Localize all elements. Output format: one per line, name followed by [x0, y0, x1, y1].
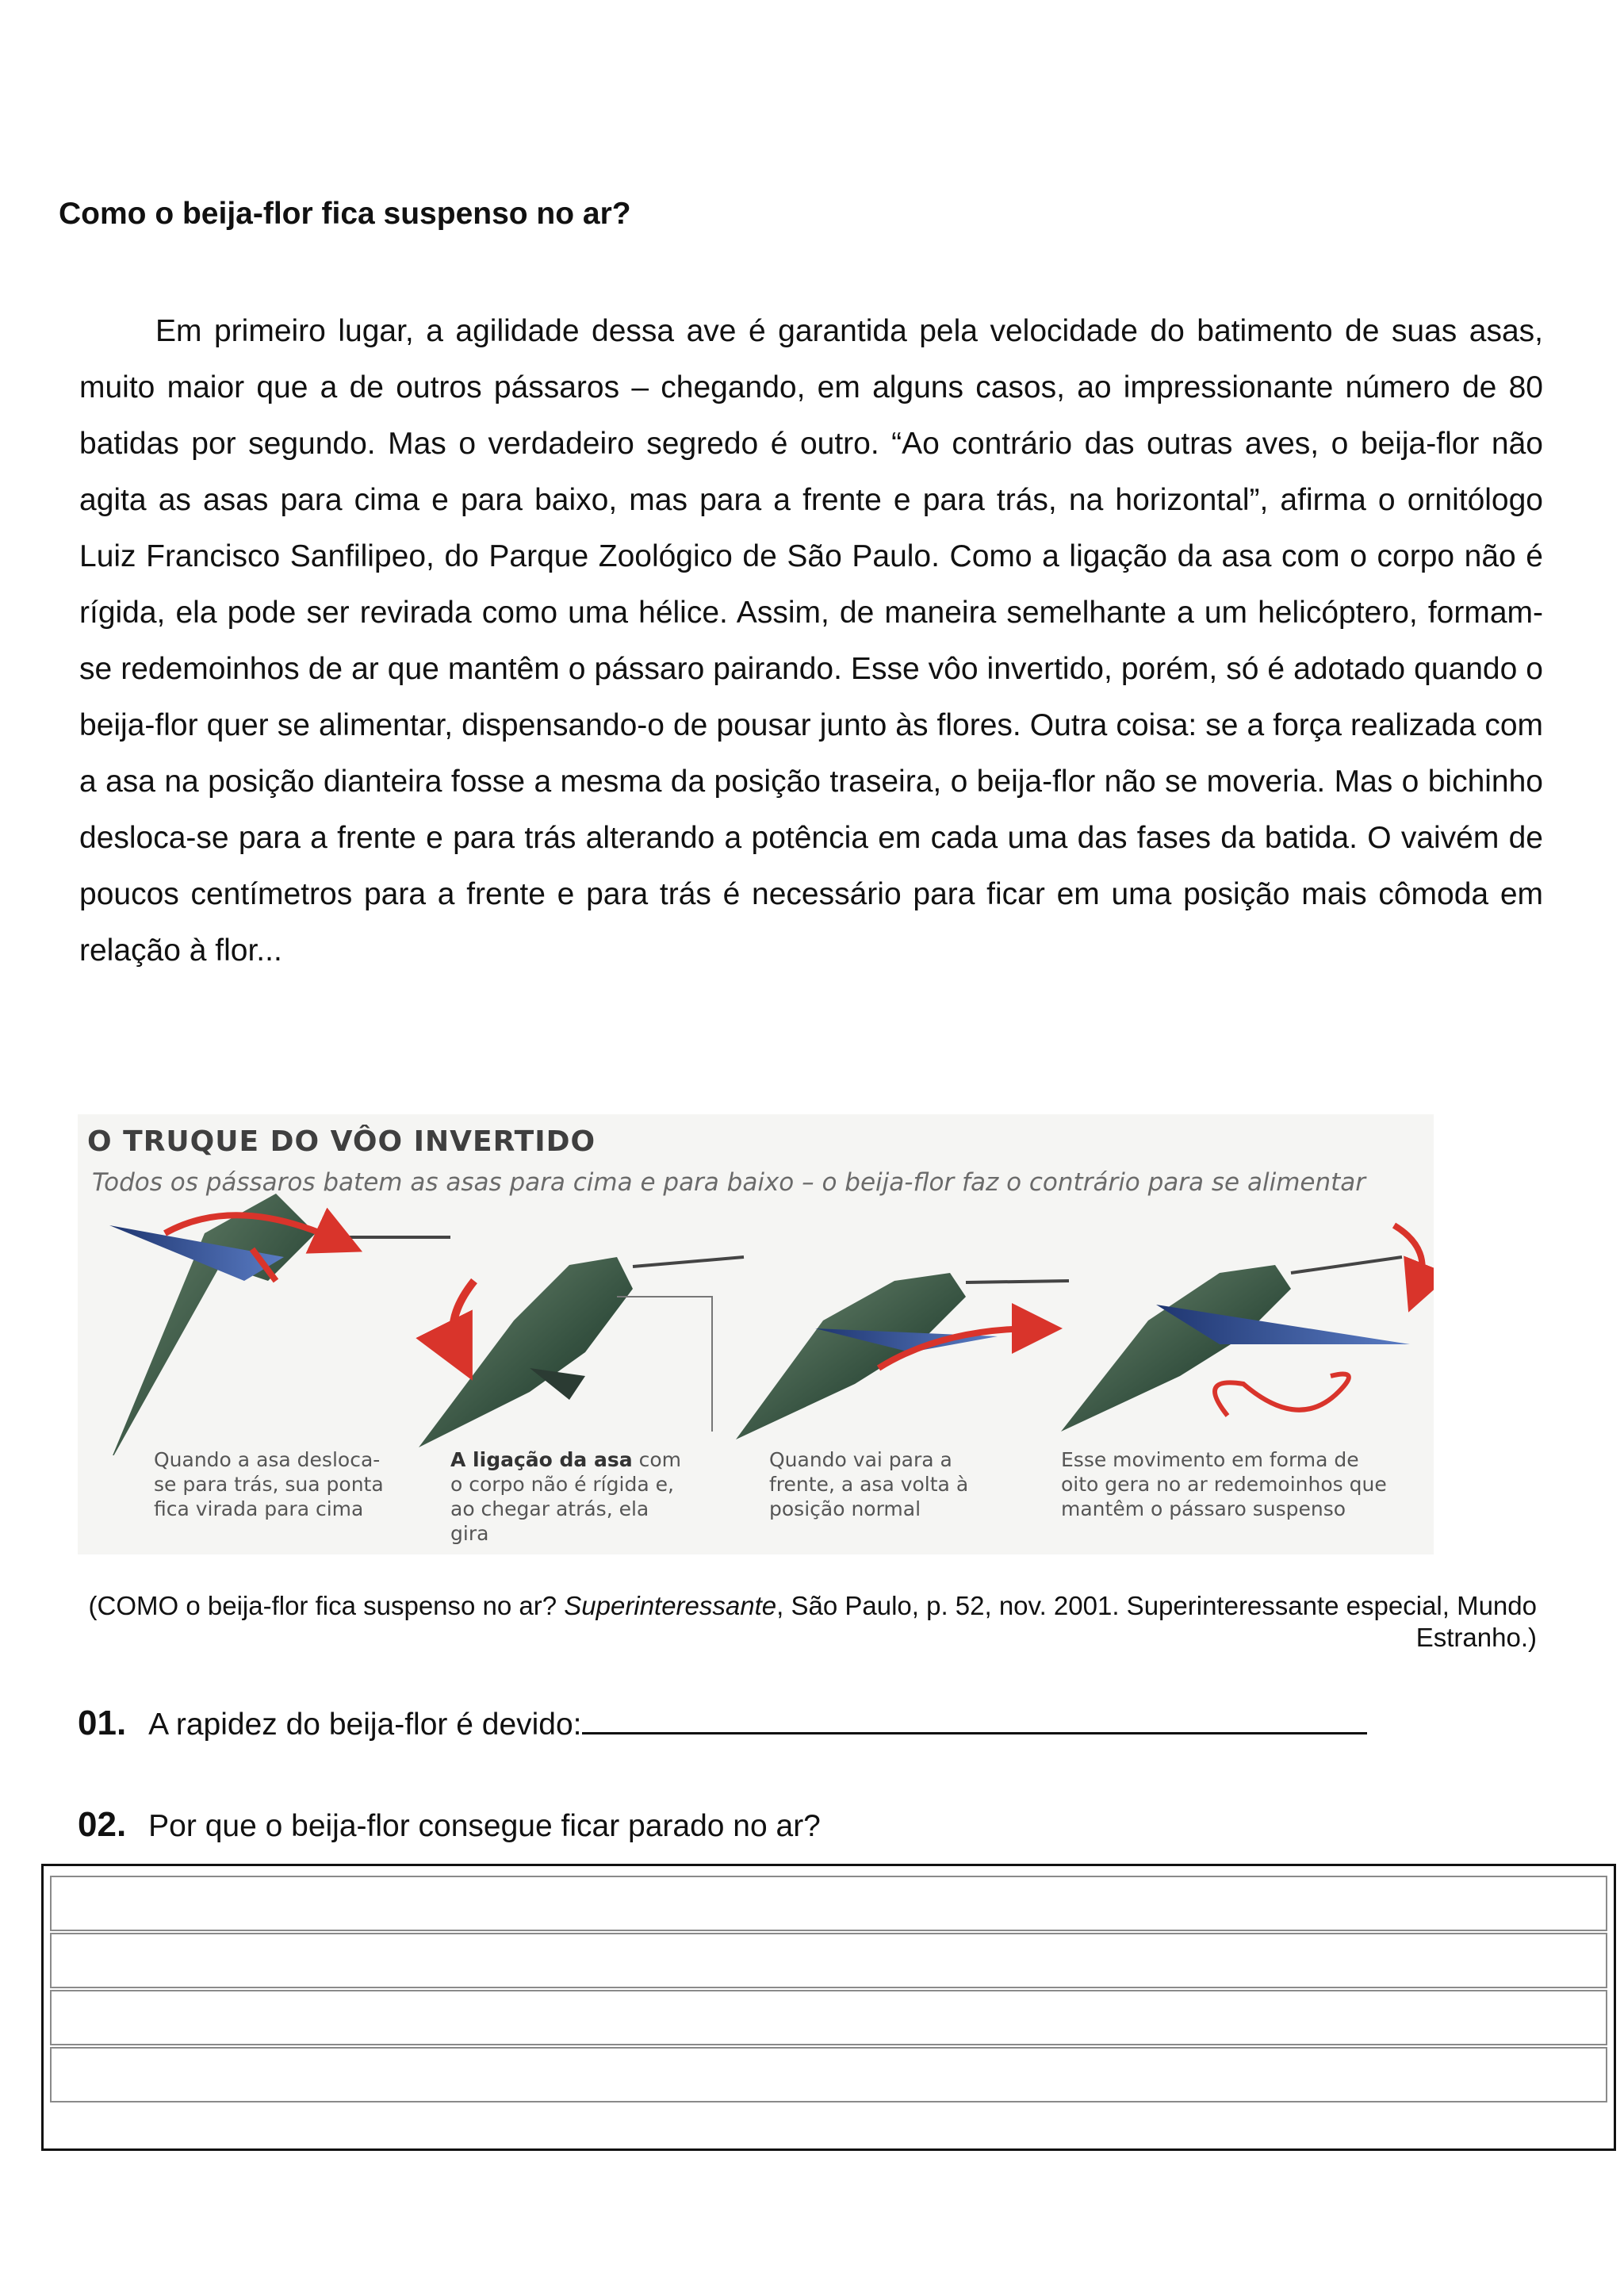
hummingbird-sequence-illustration	[78, 1194, 1434, 1455]
source-citation	[30, 1590, 1537, 1654]
question-1-number: 01.	[78, 1704, 127, 1742]
answer-line-4[interactable]	[50, 2047, 1607, 2102]
figure-title: O TRUQUE DO VÔO INVERTIDO	[87, 1125, 596, 1158]
figure-caption-2-text: com o corpo não é rígida e, ao chegar atrás, ela gira	[450, 1448, 681, 1545]
figure-caption-3: Quando vai para a frente, a asa volta à posição normal	[769, 1448, 969, 1520]
figure-caption-2-bold: A ligação da asa	[450, 1448, 633, 1471]
hummingbird-3-illustration	[736, 1273, 1069, 1439]
answer-line-1[interactable]	[50, 1876, 1607, 1931]
figure-caption-1: Quando a asa desloca-se para trás, sua ponta fica virada para cima	[154, 1448, 384, 1520]
hummingbird-1-illustration	[109, 1194, 450, 1455]
question-1	[78, 1704, 1367, 1743]
illustration-figure	[78, 1114, 1434, 1554]
citation-magazine: Superinteressante	[564, 1591, 777, 1620]
figure-caption-4: Esse movimento em forma de oito gera no ar redemoinhos que mantêm o pássaro suspenso	[1061, 1448, 1387, 1520]
page-title: Como o beija-flor fica suspenso no ar?	[59, 197, 631, 231]
answer-line-2[interactable]	[50, 1933, 1607, 1988]
question-2-answer-box	[41, 1864, 1616, 2151]
question-2	[78, 1805, 821, 1845]
question-1-text: A rapidez do beija-flor é devido:	[148, 1708, 582, 1742]
question-1-answer-line[interactable]	[582, 1704, 1367, 1734]
hummingbird-2-illustration	[419, 1257, 744, 1447]
question-2-text: Por que o beija-flor consegue ficar parado no ar?	[148, 1809, 821, 1843]
question-2-number: 02.	[78, 1805, 127, 1844]
hummingbird-4-illustration	[1061, 1225, 1423, 1432]
article-body: Em primeiro lugar, a agilidade dessa ave é garantida pela velocidade do batimento de suas asas, muito maior que a de outros pássaros – chegando, em alguns casos, ao impressionante número de 80 batidas por segundo. Mas o verdadeiro segredo é outro. “Ao contrário das outras aves, o beija-flor não agita as asas para cima e para baixo, mas para a frente e para trás, na horizontal”, afirma o ornitólogo Luiz Francisco Sanfilipeo, do Parque Zoológico de São Paulo. Como a ligação da asa com o corpo não é rígida, ela pode ser revirada como uma hélice. Assim, de maneira semelhante a um helicóptero, formam-se redemoinhos de ar que mantêm o pássaro pairando. Esse vôo invertido, porém, só é adotado quando o beija-flor quer se alimentar, dispensando-o de pousar junto às flores. Outra coisa: se a força realizada com a asa na posição dianteira fosse a mesma da posição traseira, o beija-flor não se moveria. Mas o bichinho desloca-se para a frente e para trás alterando a potência em cada uma das fases da batida. O vaivém de poucos centímetros para a frente e para trás é necessário para ficar em uma posição mais cômoda em relação à flor...	[79, 314, 1543, 968]
figure-subtitle: Todos os pássaros batem as asas para cima e para baixo – o beija-flor faz o contrário para se alimentar	[92, 1168, 1366, 1197]
figure-caption-2	[450, 1447, 688, 1546]
citation-suffix: , São Paulo, p. 52, nov. 2001. Superinteressante especial, Mundo Estranho.)	[776, 1591, 1537, 1652]
citation-prefix: (COMO o beija-flor fica suspenso no ar?	[88, 1591, 565, 1620]
answer-line-3[interactable]	[50, 1990, 1607, 2045]
